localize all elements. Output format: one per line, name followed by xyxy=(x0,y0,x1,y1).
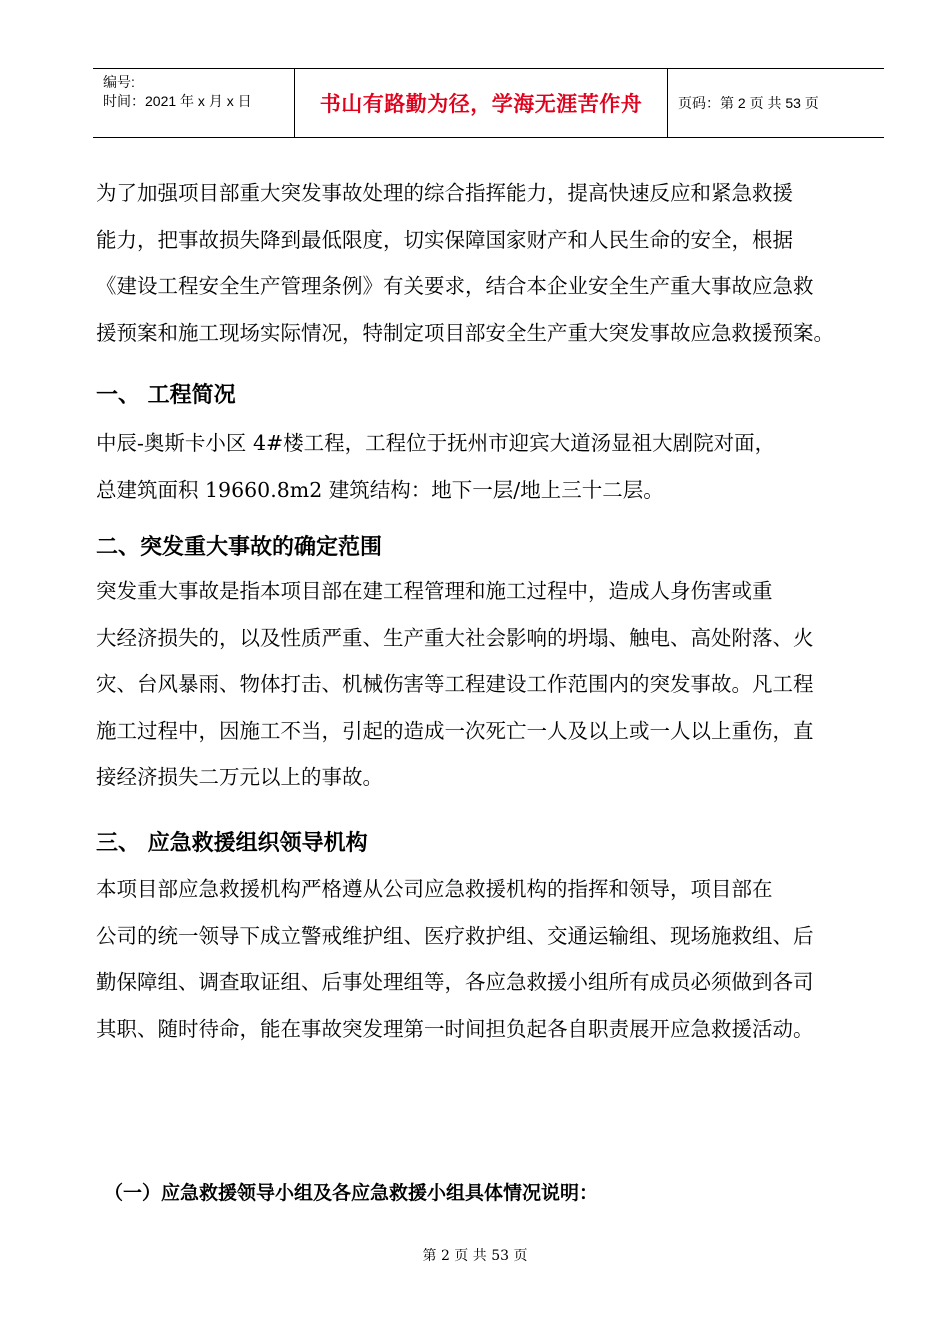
section1-line: 总建筑面积 19660.8m2 建筑结构：地下一层/地上三十二层。 xyxy=(96,477,664,502)
section1-line: 中辰-奥斯卡小区 4#楼工程，工程位于抚州市迎宾大道汤显祖大剧院对面， xyxy=(96,431,776,455)
section2-title: 二、突发重大事故的确定范围 xyxy=(96,535,383,560)
section2-paragraph xyxy=(96,576,890,794)
intro-line: 为了加强项目部重大突发事故处理的综合指挥能力，提高快速反应和紧急救援 xyxy=(96,181,793,205)
section2-line: 接经济损失二万元以上的事故。 xyxy=(96,765,383,789)
section3-line: 勤保障组、调查取证组、后事处理组等，各应急救援小组所有成员必须做到各司 xyxy=(96,970,814,994)
section3-line: 其职、随时待命，能在事故突发理第一时间担负起各自职责展开应急救援活动。 xyxy=(96,1016,814,1041)
section1-title: 一、 工程简况 xyxy=(96,383,236,408)
intro-line: 援预案和施工现场实际情况，特制定项目部安全生产重大突发事故应急救援预案。 xyxy=(96,320,834,345)
header-page-info: 页码：第 2 页 共 53 页 xyxy=(678,95,819,111)
section3-line: 本项目部应急救援机构严格遵从公司应急救援机构的指挥和领导，项目部在 xyxy=(96,877,773,901)
section1-paragraph xyxy=(96,428,890,506)
section3-line: 公司的统一领导下成立警戒维护组、医疗救护组、交通运输组、现场施救组、后 xyxy=(96,923,814,948)
header-number-label: 编号: xyxy=(103,74,135,90)
section2-line: 突发重大事故是指本项目部在建工程管理和施工过程中，造成人身伤害或重 xyxy=(96,579,773,603)
section3-title: 三、 应急救援组织领导机构 xyxy=(96,831,368,856)
intro-line: 能力，把事故损失降到最低限度，切实保障国家财产和人民生命的安全，根据 xyxy=(96,227,793,252)
section2-line: 大经济损失的，以及性质严重、生产重大社会影响的坍塌、触电、高处附落、火 xyxy=(96,625,814,650)
page-header xyxy=(93,68,884,138)
header-meta xyxy=(93,69,295,137)
intro-paragraph xyxy=(96,178,890,349)
section2-line: 灾、台风暴雨、物体打击、机械伤害等工程建设工作范围内的突发事故。凡工程 xyxy=(96,672,814,696)
section3-subheading: （一）应急救援领导小组及各应急救援小组具体情况说明： xyxy=(104,1182,599,1204)
section3-paragraph xyxy=(96,874,890,1045)
intro-line: 《建设工程安全生产管理条例》有关要求，结合本企业安全生产重大事故应急救 xyxy=(96,274,814,298)
section2-line: 施工过程中，因施工不当，引起的造成一次死亡一人及以上或一人以上重伤，直 xyxy=(96,718,814,743)
page-footer: 第 2 页 共 53 页 xyxy=(422,1248,528,1264)
header-time-label: 时间：2021 年 x 月 x 日 xyxy=(103,93,252,109)
header-motto: 书山有路勤为径，学海无涯苦作舟 xyxy=(295,69,668,137)
